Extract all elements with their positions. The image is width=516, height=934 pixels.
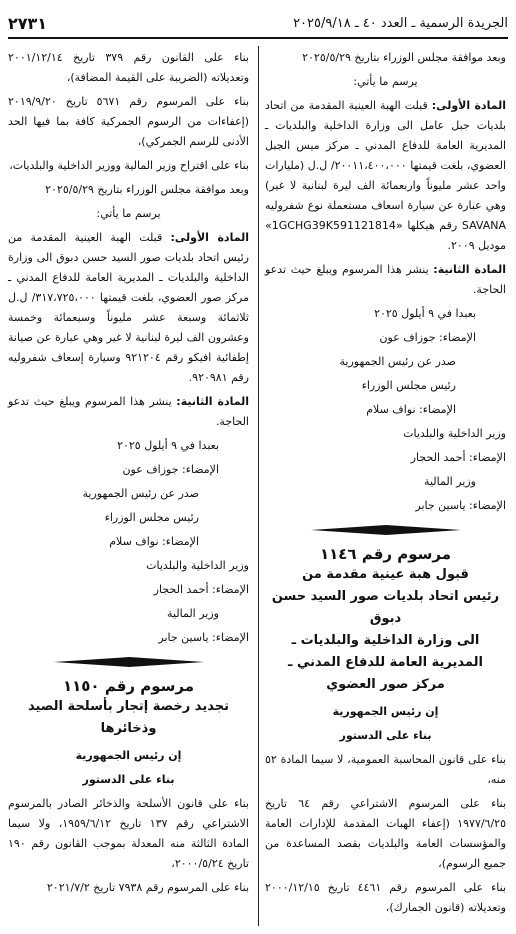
article-2 — [265, 260, 506, 300]
president-signature: الإمضاء: جوزاف عون — [379, 331, 476, 344]
gazette-title: الجريدة الرسمية ـ العدد ٤٠ ـ ٢٠٢٥/٩/١٨ — [293, 15, 508, 31]
basis-arms-law: بناء على قانون الأسلحة والذخائر الصادر بالمرسوم الاشتراعي رقم ١٣٧ تاريخ ١٩٥٩/٦/١٢، ولا سيما المادة الثالثة منه المعدلة بموجب القانون رقم ١٩٠ تاريخ ٢٠٠٠/٥/٢٤، — [8, 797, 249, 870]
ornament-separator — [8, 656, 249, 668]
article-1 — [265, 96, 506, 256]
decree-subtitle-4: المديرية العامة للدفاع المدني ـ — [288, 655, 483, 670]
basis-decree: بناء على المرسوم رقم ٧٩٣٨ تاريخ ٢٠٢١/٧/٢ — [46, 881, 249, 894]
approval-line: وبعد موافقة مجلس الوزراء بتاريخ ٢٠٢٥/٥/٢٩ — [45, 183, 249, 196]
header-rule — [8, 37, 508, 39]
decree-subtitle-5: مركز صور العضوي — [326, 677, 445, 692]
column-divider — [258, 46, 259, 926]
basis-3: بناء على المرسوم رقم ٤٤٦١ تاريخ ٢٠٠٠/١٢/١٥ وتعديلاته (قانون الجمارك)، — [265, 881, 507, 914]
signing-date: بعبدا في ٩ أيلول ٢٠٢٥ — [117, 439, 219, 452]
page-header — [8, 10, 508, 36]
decree-subtitle-2: رئيس اتحاد بلديات صور السيد حسن دبوق — [271, 589, 500, 626]
basis-1: بناء على قانون المحاسبة العمومية، لا سيما المادة ٥٢ منه، — [265, 753, 506, 786]
interior-signature: الإمضاء: أحمد الحجار — [153, 583, 249, 596]
right-column — [265, 48, 506, 922]
article-2-label: المادة الثانية: — [176, 395, 249, 408]
finance-title: وزير المالية — [167, 607, 219, 620]
approval-line: وبعد موافقة مجلس الوزراء بتاريخ ٢٠٢٥/٥/٢٩ — [302, 51, 506, 64]
article-1-label: المادة الأولى: — [431, 99, 506, 112]
decree-phrase: يرسم ما يأتي: — [353, 75, 418, 88]
basis-proposal: بناء على اقتراح وزير المالية ووزير الداخلية والبلديات، — [9, 159, 249, 172]
basis-2: بناء على المرسوم الاشتراعي رقم ٦٤ تاريخ ١٩٧٧/٦/٢٥ (إعفاء الهبات المقدمة للإدارات العامة والمؤسسات العامة والبلديات بقصد المساعدة من جميع الرسوم)، — [265, 797, 507, 870]
finance-signature: الإمضاء: ياسين جابر — [158, 631, 249, 644]
constitution-heading: بناء على الدستور — [82, 773, 175, 786]
signing-date: بعبدا في ٩ أيلول ٢٠٢٥ — [374, 307, 476, 320]
decree-subtitle: تجديد رخصة إتجار بأسلحة الصيد وذخائرها — [28, 699, 229, 736]
decree-subtitle-3: الى وزارة الداخلية والبلديات ـ — [291, 633, 480, 648]
president-signature: الإمضاء: جوزاف عون — [122, 463, 219, 476]
decree-title: مرسوم رقم ١١٥٠ — [62, 677, 195, 695]
constitution-heading: بناء على الدستور — [339, 729, 432, 742]
left-column — [8, 48, 249, 902]
article-2-label: المادة الثانية: — [433, 263, 506, 276]
page-number: ٢٧٣١ — [8, 13, 48, 33]
pm-signature: الإمضاء: نواف سلام — [366, 403, 456, 416]
article-1-text: قبلت الهبة العينية المقدمة من رئيس اتحاد بلديات صور السيد حسن دبوق الى وزارة الداخلية والبلديات ـ المديرية العامة للدفاع المدني ـ مركز صور العضوي، بلغت قيمتها ٣١٧،٧٢٥،٠٠٠/ ل.ل ثلاثمائة وسبعة عشر مليوناً وسبعمائة وخمسة وعشرون الف ليرة لبنانية لا غير وهي عبارة عن صيانة إطفائية افيكو رقم ٩٢١٢٠٤ وسيارة إسعاف شفروليه رقم ٩٢٠٩٨١. — [8, 231, 250, 384]
president-heading: إن رئيس الجمهورية — [332, 705, 439, 718]
interior-title: وزير الداخلية والبلديات — [403, 427, 506, 440]
ornament-icon — [54, 656, 204, 668]
interior-title: وزير الداخلية والبلديات — [146, 559, 249, 572]
article-2-text: ينشر هذا المرسوم ويبلغ حيث تدعو الحاجة. — [265, 263, 506, 296]
article-1-text: قبلت الهبة العينية المقدمة من اتحاد بلديات جبل عامل الى وزارة الداخلية والبلديات ـ المديرية العامة للدفاع المدني ـ مركز ميس الجبل العضوي، بلغت قيمتها ٢٠٠١١،٤٠٠،٠٠٠/ ل.ل (مليارات واحد عشر مليوناً واربعمائة الف ليرة لبنانية لا غير) وهي عبارة عن سيارة اسعاف مستعملة نوع شفروليه SAVANA رقم هيكلها «1GCHG39K591121814» موديل ٢٠٠٩. — [265, 99, 507, 252]
article-2-text: ينشر هذا المرسوم ويبلغ حيث تدعو الحاجة. — [8, 395, 249, 428]
basis-customs: بناء على المرسوم رقم ٥٦٧١ تاريخ ٢٠١٩/٩/٢٠ (إعفاءات من الرسوم الجمركية كافة بما فيها الحد الأدنى للرسم الجمركي)، — [8, 95, 250, 148]
decree-title: مرسوم رقم ١١٤٦ — [319, 545, 452, 563]
finance-signature: الإمضاء: ياسين جابر — [415, 499, 506, 512]
pm-title: رئيس مجلس الوزراء — [104, 511, 199, 524]
president-heading: إن رئيس الجمهورية — [75, 749, 182, 762]
issued-by: صدر عن رئيس الجمهورية — [82, 487, 199, 500]
ornament-separator — [265, 524, 506, 536]
article-1 — [8, 228, 249, 388]
decree-phrase: يرسم ما يأتي: — [96, 207, 161, 220]
finance-title: وزير المالية — [424, 475, 476, 488]
basis-vat: بناء على القانون رقم ٣٧٩ تاريخ ٢٠٠١/١٢/١٤ وتعديلاته (الضريبة على القيمة المضافة)، — [8, 51, 249, 84]
pm-signature: الإمضاء: نواف سلام — [109, 535, 199, 548]
decree-subtitle-1: قبول هبة عينية مقدمة من — [302, 567, 469, 582]
issued-by: صدر عن رئيس الجمهورية — [339, 355, 456, 368]
article-1-label: المادة الأولى: — [170, 231, 249, 244]
pm-title: رئيس مجلس الوزراء — [361, 379, 456, 392]
article-2 — [8, 392, 249, 432]
ornament-icon — [311, 524, 461, 536]
interior-signature: الإمضاء: أحمد الحجار — [410, 451, 506, 464]
